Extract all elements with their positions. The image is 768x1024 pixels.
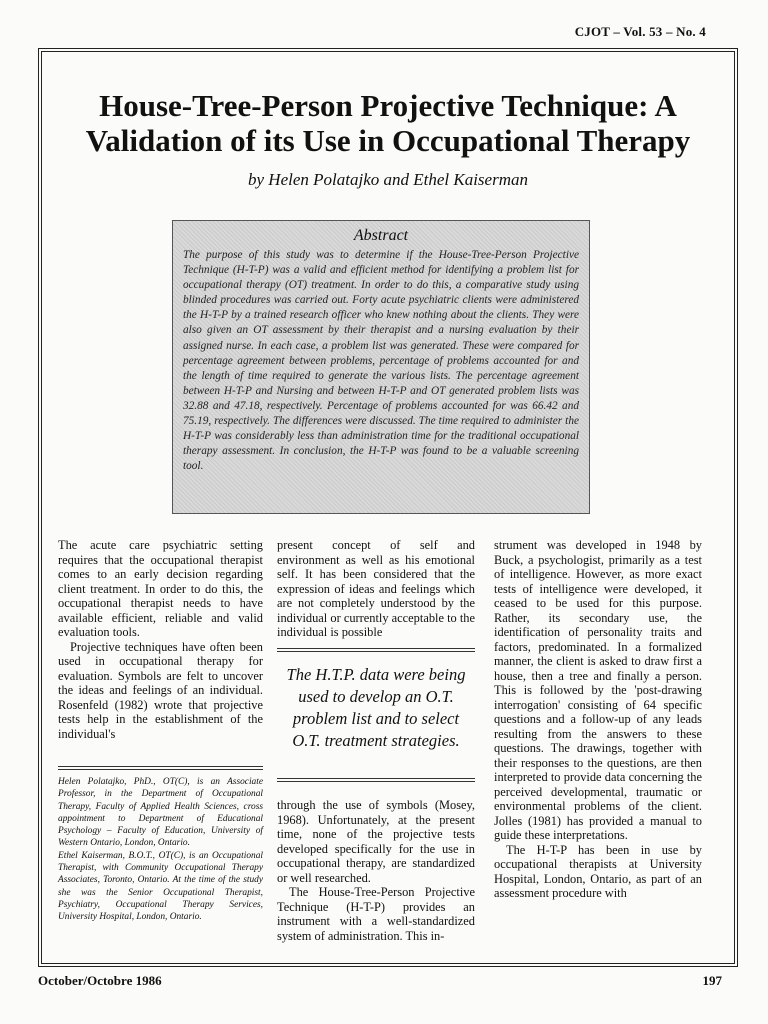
body-column-1 — [58, 538, 263, 741]
body-column-2-top — [277, 538, 475, 640]
page-number: 197 — [702, 973, 722, 988]
abstract-heading: Abstract — [353, 227, 409, 244]
article-byline: by Helen Polatajko and Ethel Kaiserman — [248, 170, 528, 189]
paragraph: Projective techniques have often been used in occupational therapy for evaluation. Symbols are felt to uncover the ideas and feelings of an individual. Rosenfeld (1982) wrote that projective tests help in the establishment of the individual's — [58, 639, 263, 741]
footer-date: October/Octobre 1986 — [38, 973, 162, 988]
body-column-2-bottom — [277, 798, 475, 943]
article-title: House-Tree-Person Projective Technique: A Validation of its Use in Occupational Therapy — [85, 88, 691, 158]
paragraph: The acute care psychiatric setting requires that the occupational therapist comes to an early decision regarding client treatment. In order to do this, the occupational therapist needs to have available efficient, reliable and valid evaluation tools. — [58, 538, 263, 639]
pullquote-rule-bottom — [277, 778, 475, 779]
pullquote-rule-top — [277, 648, 475, 649]
abstract-text: The purpose of this study was to determine if the House-Tree-Person Projective Technique (H-T-P) was a valid and efficient method for identifying a problem list for occupational therapy (OT) treatment. In order to do this, a comparative study using blinded procedures was carried out. Forty acute psychiatric clients were administered the H-T-P by a trained research officer who knew nothing about the clients. They were also given an OT assessment by their therapist and a nursing evaluation by their assigned nurse. In each case, a problem list was generated. These were compared for percentage agreement between problems, percentage of problems accounted for and the length of time required to generate the various lists. The percentage agreement between H-T-P and Nursing and between H-T-P and OT generated problem lists was 32.88 and 47.18, respectively. Percentage of problems accounted for was 66.42 and 75.19, respectively. The differences were discussed. The time required to administer the H-T-P was considerably less than administration time for the traditional occupational therapy assessment. In conclusion, the H-T-P was found to be a valuable screening tool. — [183, 249, 579, 473]
footnote-rule-2 — [58, 769, 263, 770]
paragraph: The House-Tree-Person Projective Technique (H-T-P) provides an instrument with a well-standardized system of administration. This in- — [277, 885, 475, 943]
footnote-author-2: Ethel Kaiserman, B.O.T., OT(C), is an Occupational Therapist, with Community Occupational Therapy Associates, Toronto, Ontario. At the time of the study she was the Senior Occupational Therapist, Psychiatry, Occupational Therapy Services, University Hospital, London, Ontario. — [58, 850, 263, 923]
paragraph: present concept of self and environment as well as his emotional self. It has been considered that the expression of ideas and feelings which are not completely understood by the individual or currently acceptable to the individual is possible — [277, 538, 475, 639]
running-head: CJOT – Vol. 53 – No. 4 — [574, 24, 706, 39]
pullquote-rule-top-2 — [277, 651, 475, 652]
paragraph: through the use of symbols (Mosey, 1968). Unfortunately, at the present time, none of the projective tests developed specifically for the use in occupational therapy, are standardized or well researched. — [277, 798, 475, 885]
author-footnote — [58, 776, 263, 924]
pullquote-rule-bottom-2 — [277, 781, 475, 782]
paragraph: The H-T-P has been in use by occupational therapists at University Hospital, London, Ontario, as part of an assessment procedure with — [494, 842, 702, 900]
footnote-rule — [58, 766, 263, 767]
footnote-author-1: Helen Polatajko, PhD., OT(C), is an Associate Professor, in the Department of Occupational Therapy, Faculty of Applied Health Sciences, cross appointment to Department of Educational Psychology – Faculty of Education, University of Western Ontario, London, Ontario. — [58, 777, 263, 849]
body-column-3 — [494, 538, 702, 901]
pull-quote: The H.T.P. data were being used to develop an O.T. problem list and to select O.T. treatment strategies. — [286, 665, 466, 750]
abstract-box — [172, 220, 590, 514]
paragraph: strument was developed in 1948 by Buck, a psychologist, primarily as a test of intelligence. However, as more exact tests of intelligence were developed, it ceased to be used for this purpose. Rather, its secondary use, the identification of personality traits and factors, predominated. In a formalized manner, the client is asked to draw first a house, then a tree and finally a person. This is followed by the 'post-drawing interrogation' consisting of 64 specific questions and a follow-up of any leads resulting from the answers to these questions. The drawings, together with their responses to the questions, are then interpreted to provide data concerning the perceived developmental, traumatic or environmental problems of the client. Jolles (1981) has provided a manual to guide these interpretations. — [494, 538, 702, 842]
